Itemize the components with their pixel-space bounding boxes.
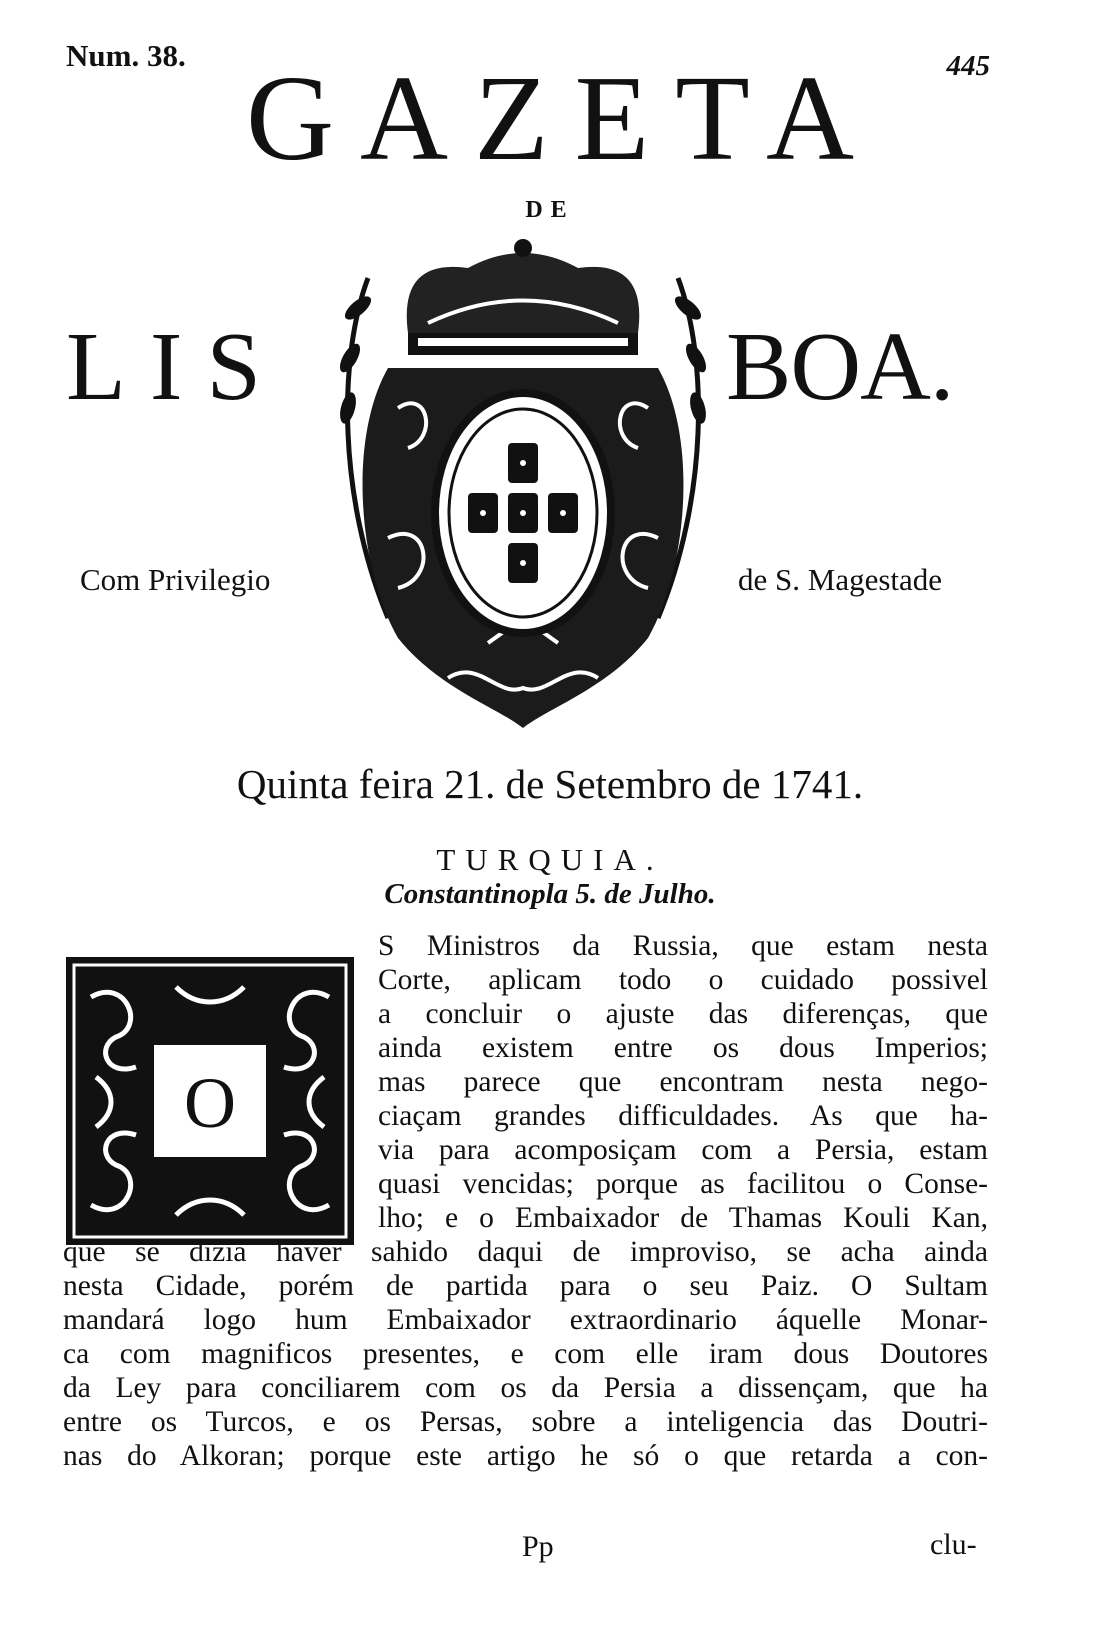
masthead-lis: LIS — [66, 313, 285, 421]
royal-coat-of-arms — [328, 238, 718, 738]
article-line: ca com magnificos presentes, e com elle iram dous Doutores — [63, 1338, 988, 1370]
article-line: a concluir o ajuste das diferenças, que — [378, 998, 988, 1030]
article-line: ainda existem entre os dous Imperios; — [378, 1032, 988, 1064]
section-place: Constantinopla 5. de Julho. — [384, 878, 716, 910]
signature-mark: Pp — [522, 1530, 554, 1563]
page-number: 445 — [946, 50, 990, 82]
article-line: via para acomposiçam com a Persia, estam — [378, 1134, 988, 1166]
article-line: entre os Turcos, e os Persas, sobre a inteligencia das Doutri- — [63, 1406, 988, 1438]
catchword: clu- — [930, 1528, 977, 1561]
article-line: quasi vencidas; porque as facilitou o Conse- — [378, 1168, 988, 1200]
masthead-title: GAZETA — [245, 51, 881, 186]
article-line: nesta Cidade, porém de partida para o seu Paiz. O Sultam — [63, 1270, 988, 1302]
issue-number: Num. 38. — [66, 38, 186, 73]
section-country: TURQUIA. — [436, 842, 664, 877]
article-line: mas parece que encontram nesta nego- — [378, 1066, 988, 1098]
article-line: nas do Alkoran; porque este artigo he só o que retarda a con- — [63, 1440, 988, 1472]
article-line: Corte, aplicam todo o cuidado possivel — [378, 964, 988, 996]
article-line: que se dizia haver sahido daqui de improviso, se acha ainda — [63, 1236, 988, 1268]
privilege-right: de S. Magestade — [738, 562, 943, 597]
article-line: lho; e o Embaixador de Thamas Kouli Kan, — [378, 1202, 988, 1234]
privilege-left: Com Privilegio — [80, 562, 271, 597]
article-line: ciaçam grandes difficuldades. As que ha- — [378, 1100, 988, 1132]
masthead-de: DE — [525, 197, 575, 223]
article-line: S Ministros da Russia, que estam nesta — [378, 930, 988, 962]
issue-date: Quinta feira 21. de Setembro de 1741. — [236, 761, 864, 807]
decorated-initial — [66, 957, 354, 1245]
initial-letter: O — [184, 1063, 236, 1143]
article-line: da Ley para conciliarem com os da Persia a dissençam, que ha — [63, 1372, 988, 1404]
article-line: mandará logo hum Embaixador extraordinario áquelle Monar- — [63, 1304, 988, 1336]
masthead-boa: BOA. — [726, 313, 954, 421]
